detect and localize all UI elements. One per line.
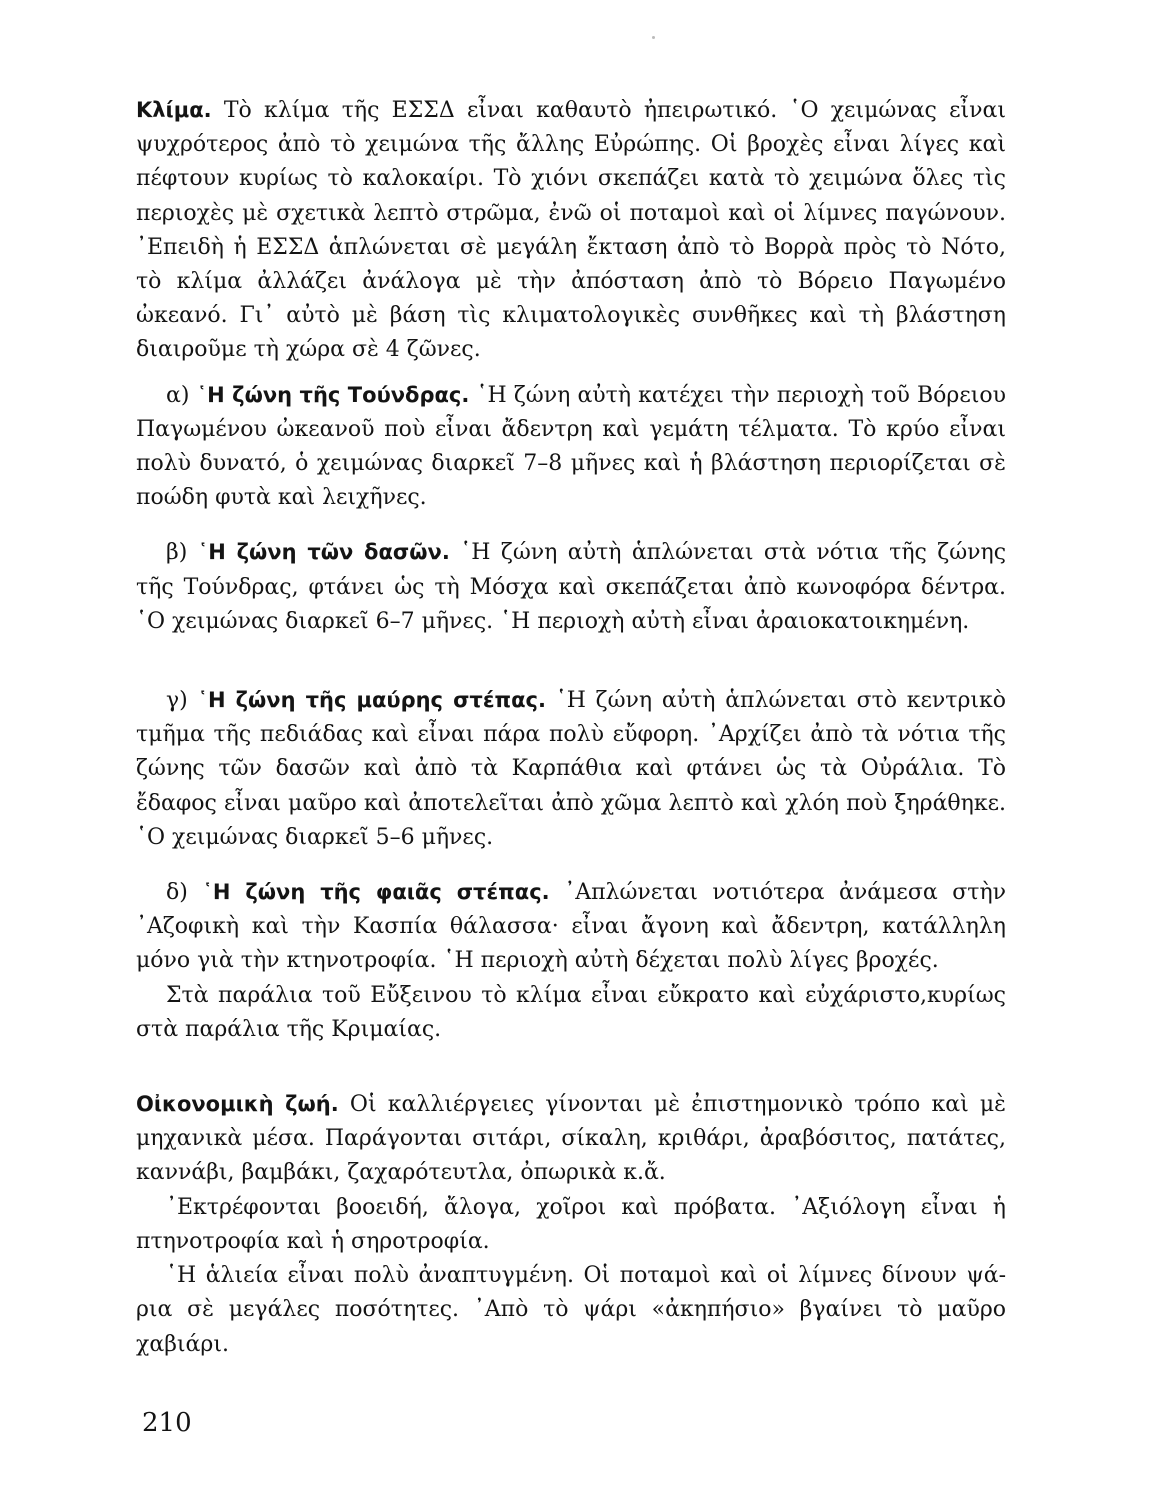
paragraph-livestock: ᾿Εκτρέφονται βοοειδή, ἄλογα, χοῖροι καὶ πρόβατα. ᾿Αξιόλογη εἶναι ἡ πτηνοτροφία καὶ ἡ σηροτροφία. (136, 1194, 1006, 1254)
marker-zone-a: α) (166, 382, 190, 408)
heading-zone-black-steppe: ῾Η ζώνη τῆς μαύρης στέπας. (197, 688, 546, 713)
marker-zone-d: δ) (166, 880, 188, 906)
text-klima: Τὸ κλίμα τῆς ΕΣΣΔ εἶναι καθαυτὸ ἠπειρωτικό. ῾Ο χειμώνας εἶναι ψυχρότερος ἀπὸ τὸ χειμώνα τῆς ἄλλης Εὐρώπης. Οἱ βροχὲς εἶναι λίγες καὶ πέφτουν κυρίως τὸ καλοκαίρι. Τὸ χιόνι σκεπάζει κατὰ τὸ χειμώνα ὅλες τὶς περιοχὲς μὲ σχετικὰ λεπτὸ στρῶμα, ἐνῶ οἱ ποταμοὶ καὶ οἱ λίμνες παγώνουν. ᾿Επειδὴ ἡ ΕΣΣΔ ἁπλώνεται σὲ μεγάλη ἔκταση ἀπὸ τὸ Βορρὰ πρὸς τὸ Νότο, τὸ κλίμα ἀλλάζει ἀνάλογα μὲ τὴν ἀπόσταση ἀπὸ τὸ Βόρειο Παγωμένο ὠκεανό. Γι᾿ αὐτὸ μὲ βάση τὶς κλιματολογικὲς συνθῆκες καὶ τὴ βλάστηση διαιροῦμε τὴ χώρα σὲ 4 ζῶνες. (136, 98, 1006, 363)
page-number: 210 (142, 1408, 192, 1438)
paper-speck (652, 36, 655, 39)
heading-zone-grey-steppe: ῾Η ζώνη τῆς φαιᾶς στέπας. (202, 880, 550, 905)
heading-zone-forest: ῾Η ζώνη τῶν δασῶν. (197, 540, 450, 565)
text-zone-black-steppe: ῾Η ζώνη αὐτὴ ἁπλώνεται στὸ κεντρικὸ τμῆμα τῆς πεδιάδας καὶ εἶναι πάρα πολὺ εὔφορη. ᾿Αρχίζει ἀπὸ τὰ νότια τῆς ζώνης τῶν δασῶν καὶ ἀπὸ τὰ Καρπάθια καὶ φτάνει ὡς τὰ Οὐράλια. Τὸ ἔδαφος εἶναι μαῦρο καὶ ἀποτελεῖται ἀπὸ χῶμα λεπτὸ καὶ χλόη ποὺ ξηράθηκε. ῾Ο χειμώνας διαρκεῖ 5–6 μῆνες. (136, 688, 1007, 850)
heading-economy: Οἰκονομικὴ ζωή. (136, 1092, 339, 1117)
paragraph-fishing: ῾Η ἁλιεία εἶναι πολὺ ἀναπτυγμένη. Οἱ ποταμοὶ καὶ οἱ λίμνες δίνουν ψάρια σὲ μεγάλες ποσότητες. ᾿Απὸ τὸ ψάρι «ἀκηπήσιο» βγαίνει τὸ μαῦρο χαβιάρι. (136, 1263, 1006, 1357)
text-zone-grey-steppe: ᾿Απλώνεται νοτιότερα ἀνάμεσα στὴν ᾿Αζοφικὴ καὶ τὴν Κασπία θάλασσα· εἶναι ἄγονη καὶ ἄδεντρη, κατάλληλη μόνο γιὰ τὴν κτηνοτροφία. ῾Η περιοχὴ αὐτὴ δέχεται πολὺ λίγες βροχές. (136, 880, 1007, 974)
text-zone-tundra: ῾Η ζώνη αὐτὴ κατέχει τὴν περιοχὴ τοῦ Βόρειου Παγωμένου ὠκεανοῦ ποὺ εἶναι ἄδεντρη καὶ γεμάτη τέλματα. Τὸ κρύο εἶναι πολὺ δυνατό, ὁ χειμώνας διαρκεῖ 7–8 μῆνες καὶ ἡ βλάστηση περιορίζεται σὲ ποώδη φυτὰ καὶ λειχῆνες. (136, 382, 1006, 511)
paragraph-zone-tundra (136, 378, 1006, 516)
paragraph-zone-grey-steppe (136, 875, 1006, 979)
text-zone-forest: ῾Η ζώνη αὐτὴ ἁπλώνεται στὰ νότια τῆς ζώνης τῆς Τούνδρας, φτάνει ὡς τὴ Μόσχα καὶ σκεπάζεται ἀπὸ κωνοφόρα δέντρα. ῾Ο χειμώνας διαρκεῖ 6–7 μῆνες. ῾Η περιοχὴ αὐτὴ εἶναι ἀραιοκατοικημένη. (136, 540, 1007, 634)
marker-zone-b: β) (166, 540, 188, 566)
paragraph-euxeinos: Στὰ παράλια τοῦ Εὔξεινου τὸ κλίμα εἶναι εὔκρατο καὶ εὐχάριστο,κυρίως στὰ παράλια τῆς Κριμαίας. (136, 982, 1006, 1042)
paragraph-zone-forest (136, 535, 1006, 639)
heading-klima: Κλίμα. (136, 98, 212, 122)
text-economy: Οἱ καλλιέργειες γίνονται μὲ ἐπιστημονικὸ τρόπο καὶ μὲ μηχανικὰ μέσα. Παράγονται σιτάρι, σίκαλη, κριθάρι, ἀραβόσιτος, πατάτες, καννάβι, βαμβάκι, ζαχαρότευτλα, ὀπωρικὰ κ.ἄ. (136, 1092, 1006, 1186)
page-body (136, 93, 1006, 1362)
marker-zone-c: γ) (166, 688, 188, 714)
paragraph-zone-black-steppe (136, 683, 1006, 855)
paragraph-klima (136, 93, 1006, 368)
heading-zone-tundra: ῾Η ζώνη τῆς Τούνδρας. (196, 382, 470, 407)
paragraph-economy (136, 1087, 1006, 1191)
